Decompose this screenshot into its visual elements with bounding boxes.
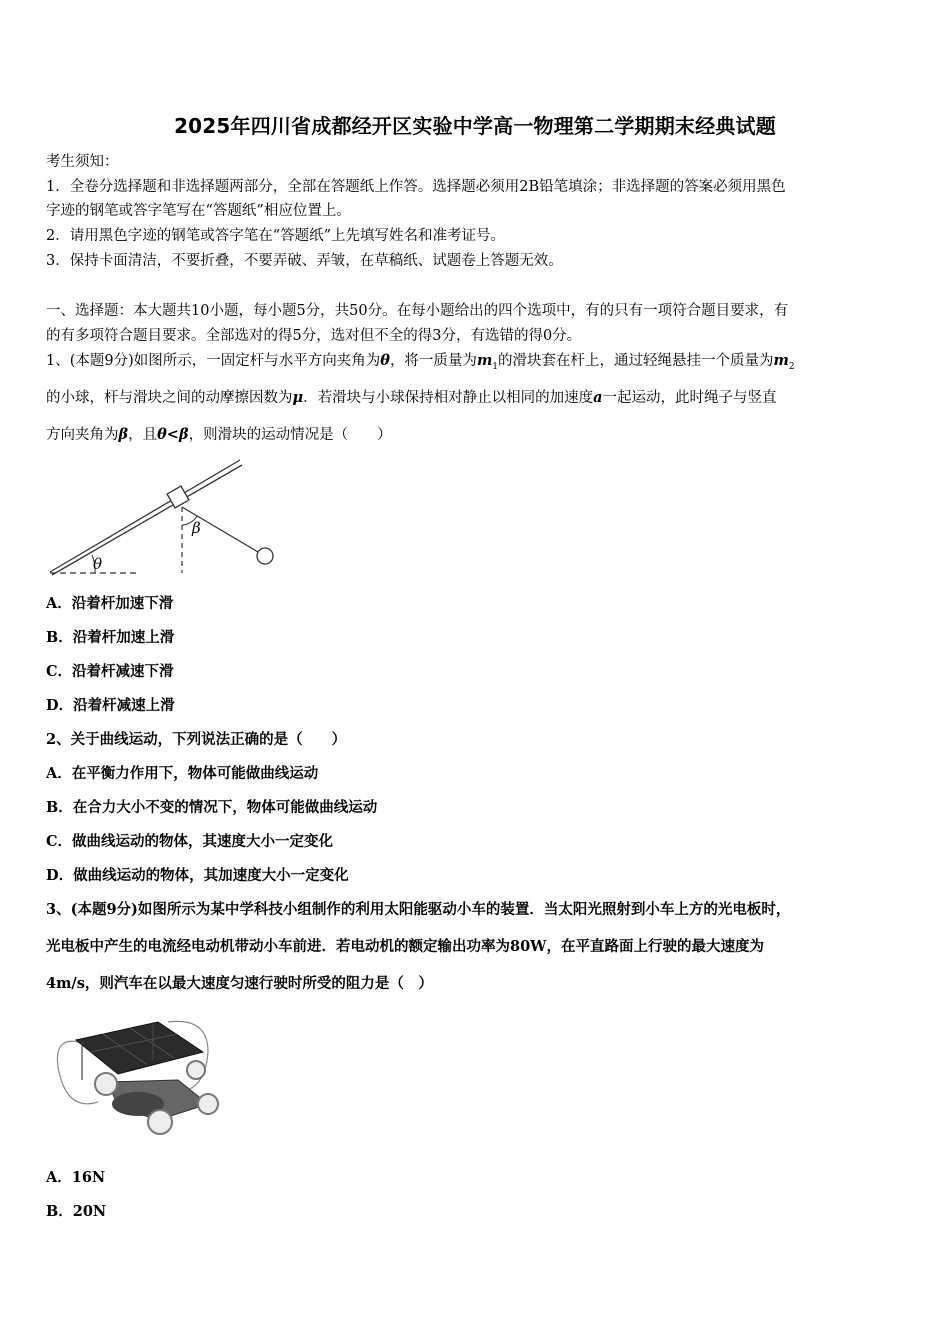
q2-option-d: D．做曲线运动的物体，其加速度大小一定变化 (46, 867, 349, 884)
q1-option-c: C．沿着杆减速下滑 (46, 663, 174, 680)
q1-condition: θ<β (157, 426, 189, 443)
ball-circle (257, 548, 273, 564)
q1-text-b: ，将一质量为 (389, 353, 477, 369)
q1-theta: θ (380, 352, 390, 369)
q3-option-a: A．16N (46, 1169, 106, 1186)
solar-panel (76, 1022, 203, 1074)
q1-beta: β (118, 426, 129, 443)
q3-option-b: B．20N (46, 1203, 107, 1220)
beta-label: β (192, 519, 201, 537)
q1-text-i: ，则滑块的运动情况是（ ） (188, 427, 392, 443)
q1-stem-line-1 (46, 349, 906, 379)
section-1-line-1: 一、选择题：本大题共10小题，每小题5分，共50分。在每小题给出的四个选项中，有的只有一项符合题目要求，有 (46, 303, 789, 319)
q1-figure-rod-slider (40, 455, 260, 580)
q1-option-b: B．沿着杆加速上滑 (46, 629, 175, 646)
hanging-ball (255, 545, 277, 567)
slider-block (167, 486, 189, 508)
q3-stem-line-1: 3、(本题9分)如图所示为某中学科技小组制作的利用太阳能驱动小车的装置．当太阳光照射到小车上方的光电板时， (46, 901, 791, 918)
q2-option-c: C．做曲线运动的物体，其速度大小一定变化 (46, 833, 334, 850)
q1-option-a: A．沿着杆加速下滑 (46, 595, 174, 612)
q1-stem-line-2 (46, 386, 906, 410)
wheel-rear-left (148, 1110, 172, 1134)
rod-line-lower (52, 465, 242, 575)
notice-item-1-line-1: 1．全卷分选择题和非选择题两部分，全部在答题纸上作答。选择题必须用2B铅笔填涂；非选择题的答案必须用黑色 (46, 179, 786, 195)
q3-stem-line-2: 光电板中产生的电流经电动机带动小车前进．若电动机的额定输出功率为80W，在平直路面上行驶的最大速度为 (46, 938, 764, 955)
q1-text-d: 的小球，杆与滑块之间的动摩擦因数为 (46, 390, 293, 406)
q1-m1-sub: 1 (492, 361, 499, 372)
q1-text-f: 一起运动，此时绳子与竖直 (602, 390, 777, 406)
q1-stem-line-3 (46, 423, 906, 447)
q1-m2-sub: 2 (788, 361, 795, 372)
rod-line-upper (50, 460, 240, 572)
q1-text-e: ．若滑块与小球保持相对静止以相同的加速度 (303, 390, 594, 406)
q1-text-a: 1、(本题9分)如图所示，一固定杆与水平方向夹角为 (46, 353, 381, 369)
q3-stem-line-3: 4m/s，则汽车在以最大速度匀速行驶时所受的阻力是（ ） (46, 975, 433, 992)
q1-option-d: D．沿着杆减速上滑 (46, 697, 175, 714)
notice-heading: 考生须知： (46, 154, 119, 170)
q2-option-b: B．在合力大小不变的情况下，物体可能做曲线运动 (46, 799, 378, 816)
section-1-line-2: 的有多项符合题目要求。全部选对的得5分，选对但不全的得3分，有选错的得0分。 (46, 328, 582, 344)
q1-a: a (593, 389, 603, 406)
theta-label: θ (93, 555, 103, 573)
q1-text-g: 方向夹角为 (46, 427, 119, 443)
q1-text-h: ，且 (128, 427, 158, 443)
page-title: 2025年四川省成都经开区实验中学高一物理第二学期期末经典试题 (174, 114, 776, 138)
q1-m1: m (476, 352, 493, 369)
notice-item-1-line-2: 字迹的钢笔或答字笔写在“答题纸”相应位置上。 (46, 203, 351, 219)
notice-item-3: 3．保持卡面清洁，不要折叠，不要弄破、弄皱，在草稿纸、试题卷上答题无效。 (46, 253, 563, 269)
wheel-front-right (187, 1061, 205, 1079)
wheel-front-left (95, 1073, 117, 1095)
q3-figure-solar-car (48, 1012, 228, 1137)
wheel-rear-right (198, 1094, 218, 1114)
q1-m2: m (773, 352, 789, 369)
q2-option-a: A．在平衡力作用下，物体可能做曲线运动 (46, 765, 319, 782)
q2-stem: 2、关于曲线运动，下列说法正确的是（ ） (46, 731, 347, 748)
q1-mu: μ (292, 389, 304, 406)
q1-text-c: 的滑块套在杆上，通过轻绳悬挂一个质量为 (498, 353, 774, 369)
notice-item-2: 2．请用黑色字迹的钢笔或答字笔在“答题纸”上先填写姓名和准考证号。 (46, 228, 506, 244)
